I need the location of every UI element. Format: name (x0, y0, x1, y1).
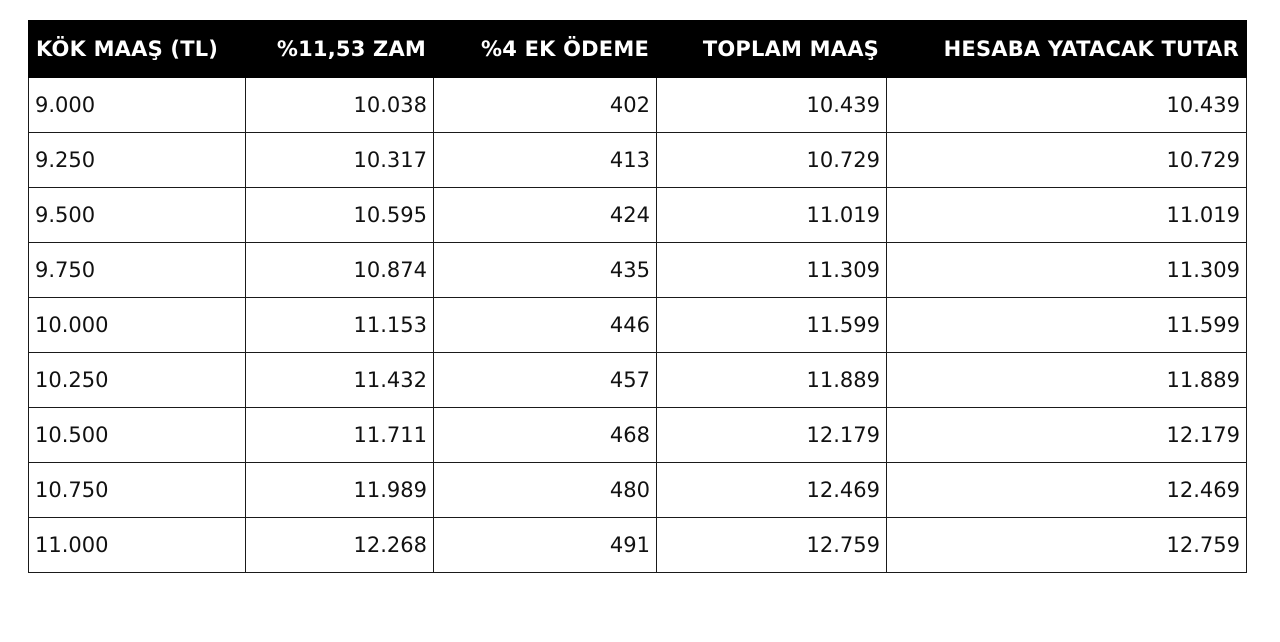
table-row (29, 243, 1247, 298)
cell-extra-payment: 435 (434, 243, 657, 298)
cell-base-salary: 10.750 (29, 463, 246, 518)
cell-total-salary: 12.469 (657, 463, 887, 518)
cell-deposit-amount: 11.889 (887, 353, 1247, 408)
header-base-salary: KÖK MAAŞ (TL) (29, 21, 246, 78)
table-row (29, 188, 1247, 243)
cell-extra-payment: 491 (434, 518, 657, 573)
cell-extra-payment: 480 (434, 463, 657, 518)
cell-raise: 11.432 (246, 353, 434, 408)
table-row (29, 78, 1247, 133)
cell-extra-payment: 424 (434, 188, 657, 243)
cell-deposit-amount: 11.599 (887, 298, 1247, 353)
cell-total-salary: 11.889 (657, 353, 887, 408)
cell-raise: 11.989 (246, 463, 434, 518)
table-row (29, 518, 1247, 573)
cell-deposit-amount: 12.469 (887, 463, 1247, 518)
cell-raise: 12.268 (246, 518, 434, 573)
cell-total-salary: 11.309 (657, 243, 887, 298)
cell-base-salary: 9.000 (29, 78, 246, 133)
table-row (29, 463, 1247, 518)
header-row (29, 21, 1247, 78)
cell-extra-payment: 457 (434, 353, 657, 408)
table-row (29, 298, 1247, 353)
cell-total-salary: 11.599 (657, 298, 887, 353)
header-raise: %11,53 ZAM (246, 21, 434, 78)
cell-raise: 10.038 (246, 78, 434, 133)
cell-extra-payment: 402 (434, 78, 657, 133)
header-deposit-amount: HESABA YATACAK TUTAR (887, 21, 1247, 78)
table-row (29, 408, 1247, 463)
cell-total-salary: 12.759 (657, 518, 887, 573)
cell-total-salary: 12.179 (657, 408, 887, 463)
cell-base-salary: 10.500 (29, 408, 246, 463)
table-row (29, 353, 1247, 408)
salary-table (28, 20, 1247, 573)
cell-deposit-amount: 11.019 (887, 188, 1247, 243)
cell-base-salary: 11.000 (29, 518, 246, 573)
cell-deposit-amount: 12.179 (887, 408, 1247, 463)
cell-raise: 11.153 (246, 298, 434, 353)
cell-total-salary: 10.439 (657, 78, 887, 133)
salary-table-container (28, 20, 1246, 573)
cell-base-salary: 10.250 (29, 353, 246, 408)
cell-base-salary: 9.500 (29, 188, 246, 243)
cell-raise: 11.711 (246, 408, 434, 463)
cell-raise: 10.317 (246, 133, 434, 188)
cell-raise: 10.595 (246, 188, 434, 243)
cell-base-salary: 10.000 (29, 298, 246, 353)
cell-extra-payment: 468 (434, 408, 657, 463)
cell-extra-payment: 446 (434, 298, 657, 353)
table-body (29, 78, 1247, 573)
cell-extra-payment: 413 (434, 133, 657, 188)
cell-deposit-amount: 12.759 (887, 518, 1247, 573)
cell-total-salary: 11.019 (657, 188, 887, 243)
cell-deposit-amount: 11.309 (887, 243, 1247, 298)
table-row (29, 133, 1247, 188)
cell-base-salary: 9.250 (29, 133, 246, 188)
cell-total-salary: 10.729 (657, 133, 887, 188)
table-header (29, 21, 1247, 78)
header-total-salary: TOPLAM MAAŞ (657, 21, 887, 78)
cell-deposit-amount: 10.729 (887, 133, 1247, 188)
cell-raise: 10.874 (246, 243, 434, 298)
cell-deposit-amount: 10.439 (887, 78, 1247, 133)
cell-base-salary: 9.750 (29, 243, 246, 298)
header-extra-payment: %4 EK ÖDEME (434, 21, 657, 78)
